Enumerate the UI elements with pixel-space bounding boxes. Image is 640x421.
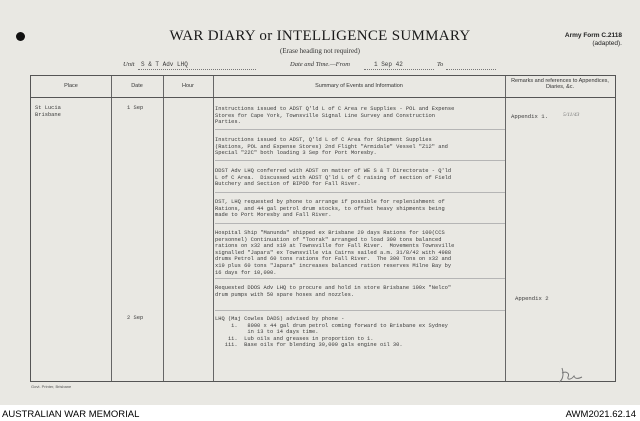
date-entry: 2 Sep — [127, 315, 144, 321]
date-underline — [364, 69, 434, 70]
footer-institution: AUSTRALIAN WAR MEMORIAL — [2, 409, 140, 420]
diary-table — [30, 75, 616, 382]
footer-accession-number: AWM2021.62.14 — [565, 409, 636, 420]
col-divider — [163, 76, 164, 381]
entry-separator — [215, 192, 505, 193]
army-form-adapted: (adapted). — [592, 40, 622, 47]
to-label: To — [437, 61, 444, 68]
date-value — [374, 61, 403, 68]
summary-entry: LHQ (Maj Cowles DADS) advised by phone - i. 8000 x 44 gal drum petrol coming forward to Brisbane ex Sydney in 13 to 14 days time. ii. Lub oils and greases in proportion to 1. iii. Base oils for blending 30,000 gals engine oil 30. — [215, 316, 448, 349]
unit-label: Unit — [123, 61, 135, 68]
col-header-date: Date — [131, 83, 143, 89]
header-rule — [31, 97, 615, 98]
unit-value-text: S & T Adv LHQ — [141, 61, 188, 68]
col-header-hour: Hour — [182, 83, 194, 89]
handwritten-note: 5/11/43 — [563, 112, 580, 118]
summary-entry: Hospital Ship "Manunda" shipped ex Brisbane 20 days Rations for 100(CCS personnel) Continuation of "Toorak" arranged to load 300 tons balanced rations on x32 and x19 at Townsville for Fall River. Movements Townsville signalled "Japara" ex Townsville via Cairns sailed a.m. 31/8/42 with 4988 drums Petrol and 60 tons rations for Fall River. The 300 Tons on x32 and x19 plus 60 tons "Japara" increases balanced ration reserves Milne Bay by 16 days for 10,000. — [215, 230, 455, 276]
summary-entry: DST, LHQ requested by phone to arrange if possible for replenishment of Rations, and 44 gal petrol drum stocks, to offset heavy shipments being made to Port Moresby and Fall River. — [215, 199, 445, 219]
place-entry: St Lucia Brisbane — [35, 105, 61, 118]
army-form-label — [565, 32, 622, 48]
army-form-number: Army Form C.2118 — [564, 32, 622, 39]
printer-imprint: Govt. Printer, Brisbane — [31, 384, 72, 389]
unit-value — [141, 61, 188, 68]
summary-entry: Instructions issued to ADST, Q'ld L of C Area for Shipment Supplies (Rations, POL and Expense Stores) 2nd Flight "Armidale" Vessel "Z12" and Special "22C" both loading 3 Sep for Port Moresby. — [215, 137, 448, 157]
col-header-place: Place — [64, 83, 78, 89]
col-divider — [213, 76, 214, 381]
col-divider — [111, 76, 112, 381]
date-label: Date and Time.—From — [290, 61, 350, 68]
col-header-remarks: Remarks and references to Appendices, Diaries, &c. — [511, 78, 609, 90]
entry-separator — [215, 223, 505, 224]
summary-entry: DDST Adv LHQ conferred with ADST on matter of WE S & T Directorate - Q'ld L of C Area. Discussed with ADST Q'ld L of C raising of section of Field Butchery and Section of BIPOD for Fall River. — [215, 168, 452, 188]
to-underline — [446, 69, 496, 70]
remarks-appendix-1: Appendix 1. — [511, 113, 548, 120]
entry-separator — [215, 310, 505, 311]
summary-entry: Instructions issued to ADST Q'ld L of C Area re Supplies - POL and Expense Stores for Cape York, Townsville Signal Line Survey and Construction Parties. — [215, 106, 455, 126]
col-divider — [505, 76, 506, 381]
entry-separator — [215, 129, 505, 130]
entry-separator — [215, 160, 505, 161]
signature-initials — [556, 364, 586, 386]
unit-underline — [138, 69, 256, 70]
form-subtitle: (Erase heading not required) — [280, 47, 360, 55]
date-entry: 1 Sep — [127, 105, 144, 111]
summary-entry: Requested DDOS Adv LHQ to procure and hold in store Brisbane 100x "Nelco" drum pumps with 50 spare hoses and nozzles. — [215, 285, 452, 298]
entry-separator — [215, 278, 505, 279]
date-from-text: 1 Sep 42 — [374, 61, 403, 68]
remarks-appendix-2: Appendix 2 — [515, 295, 549, 302]
form-title: WAR DIARY or INTELLIGENCE SUMMARY — [169, 28, 471, 44]
col-header-summary: Summary of Events and Information — [315, 83, 403, 89]
